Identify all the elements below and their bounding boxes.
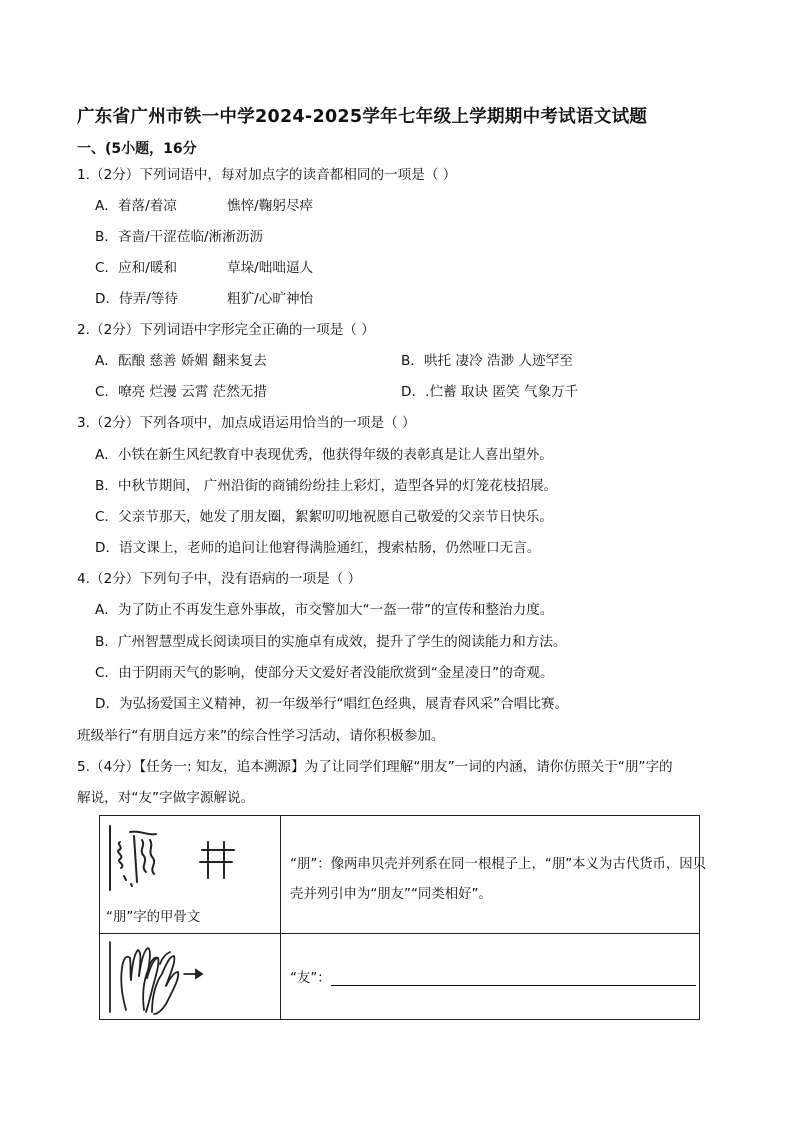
question-4-option-b[interactable]: B．广州智慧型成长阅读项目的实施卓有成效，提升了学生的阅读能力和方法。 xyxy=(95,634,567,650)
question-1-option-c[interactable] xyxy=(95,258,314,278)
option-text: B．吝啬/干涩莅临/淅淅沥沥 xyxy=(95,229,264,245)
peng-explanation: “朋”：像两串贝壳并列系在同一根棍子上，“朋”本义为古代货币，因贝壳并列引申为“朋友”“同类相好”。 xyxy=(290,857,707,902)
question-1-option-d[interactable] xyxy=(95,289,314,309)
option-a-text: A．酝酿 慈善 娇媚 翻来复去 xyxy=(95,353,267,369)
peng-oracle-caption: “朋”字的甲骨文 xyxy=(106,910,201,925)
peng-oracle-cell xyxy=(100,816,281,934)
option-b-text: B．哄托 凄冷 浩渺 人迹罕至 xyxy=(401,353,573,369)
question-4-option-a[interactable]: A．为了防止不再发生意外事故，市交警加大“一盔一带”的宣传和整治力度。 xyxy=(95,602,554,618)
character-origin-table xyxy=(99,815,707,1020)
question-2-stem: 2.（2分）下列词语中字形完全正确的一项是（ ） xyxy=(77,322,375,338)
question-3-option-b[interactable]: B．中秋节期间， 广州沿街的商铺纷纷挂上彩灯，造型各异的灯笼花枝招展。 xyxy=(95,478,558,494)
section-heading: 一、(5小题，16分 xyxy=(77,141,197,157)
option-text: D．侍弄/等待 xyxy=(95,291,179,307)
option-d-text: D．.伫蓄 取诀 匿笑 气象万千 xyxy=(401,384,579,400)
option-text-2: 憔悴/鞠躬尽瘁 xyxy=(227,198,314,214)
option-text: A．着落/着凉 xyxy=(95,198,177,214)
question-1-option-a[interactable] xyxy=(95,196,314,216)
option-text-2: 粗犷/心旷神怡 xyxy=(227,291,314,307)
you-label: “友”： xyxy=(290,971,331,986)
you-oracle-cell xyxy=(100,934,281,1020)
option-text: C．应和/暖和 xyxy=(95,260,178,276)
question-5-stem: 5.（4分）【任务一: 知友，追本溯源】为了让同学们理解“朋友”一词的内涵，请你仿照关于“朋”字的 xyxy=(77,759,673,775)
activity-intro: 班级举行“有朋自远方来”的综合性学习活动，请你积极参加。 xyxy=(77,728,445,744)
option-text-2: 草垛/咄咄逼人 xyxy=(227,260,314,276)
question-3-option-a[interactable]: A．小铁在新生风纪教育中表现优秀，他获得年级的表彰真是让人喜出望外。 xyxy=(95,447,553,463)
question-2-options-ab[interactable] xyxy=(95,351,573,371)
you-answer-cell xyxy=(281,934,700,1020)
exam-title: 广东省广州市铁一中学2024-2025学年七年级上学期期中考试语文试题 xyxy=(77,107,648,127)
question-1-option-b[interactable] xyxy=(95,227,263,247)
question-3-option-d[interactable]: D．语文课上，老师的追问让他窘得满脸通红，搜索枯肠，仍然哑口无言。 xyxy=(95,540,541,556)
peng-explanation-cell xyxy=(281,816,707,934)
question-5-stem-continued: 解说，对“友”字做字源解说。 xyxy=(77,790,255,806)
question-1-stem: 1.（2分）下列词语中，每对加点字的读音都相同的一项是（ ） xyxy=(77,167,457,183)
question-4-option-c[interactable]: C．由于阴雨天气的影响，使部分天文爱好者没能欣赏到“金星凌日”的奇观。 xyxy=(95,665,554,681)
question-4-stem: 4.（2分）下列句子中，没有语病的一项是（ ） xyxy=(77,571,362,587)
option-c-text: C．嘹亮 烂漫 云霄 茫然无措 xyxy=(95,384,267,400)
question-3-option-c[interactable]: C．父亲节那天，她发了朋友圈，絮絮叨叨地祝愿自己敬爱的父亲节日快乐。 xyxy=(95,509,554,525)
you-answer-line xyxy=(290,967,696,986)
you-answer-blank[interactable] xyxy=(331,971,696,986)
question-2-options-cd[interactable] xyxy=(95,382,579,402)
question-3-stem: 3.（2分）下列各项中，加点成语运用恰当的一项是（ ） xyxy=(77,415,416,431)
question-4-option-d[interactable]: D．为弘扬爱国主义精神，初一年级举行“唱红色经典，展青春风采”合唱比赛。 xyxy=(95,696,569,712)
you-oracle-hands-image xyxy=(100,934,280,1020)
